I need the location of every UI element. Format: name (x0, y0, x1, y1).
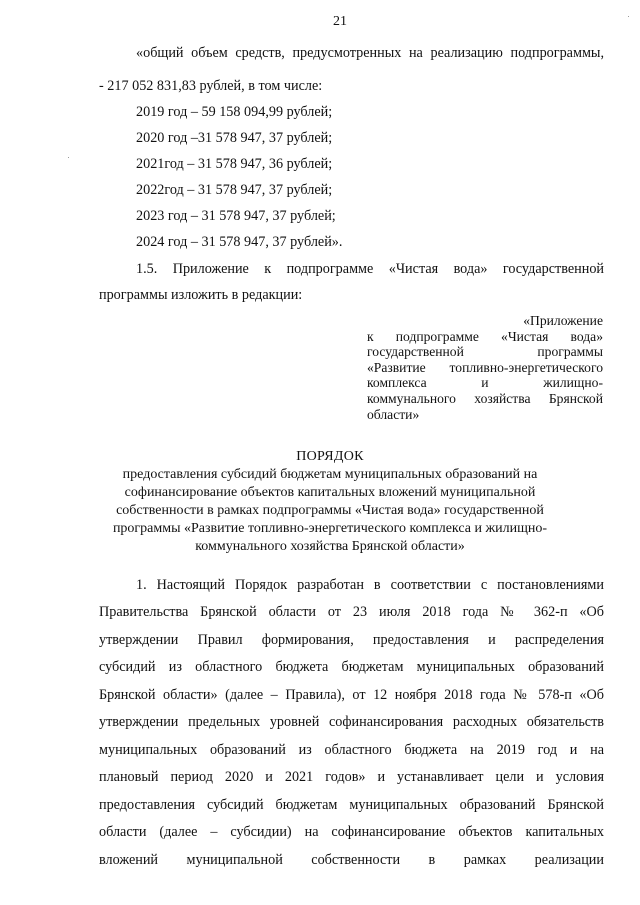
title-heading: ПОРЯДОК (296, 449, 364, 464)
paragraph-line: муниципальных образований из областного бюджета на 2019 год и на (99, 742, 604, 758)
appendix-caption-line: к подпрограмме «Чистая вода» (367, 328, 603, 344)
scan-speck (68, 157, 69, 158)
appendix-caption-line: коммунального хозяйства Брянской (367, 390, 603, 406)
item-1-5-line: 1.5. Приложение к подпрограмме «Чистая вода» государственной (136, 261, 604, 277)
funding-line: 2022год – 31 578 947, 37 рублей; (136, 182, 333, 198)
document-title (110, 448, 550, 556)
appendix-caption-line: области» (367, 406, 420, 422)
title-line: собственности в рамках подпрограммы «Чистая вода» государственной (116, 503, 544, 518)
funding-line: «общий объем средств, предусмотренных на реализацию подпрограммы, (136, 45, 604, 61)
paragraph-line: предоставления субсидий бюджетам муниципальных образований Брянской (99, 797, 604, 813)
scan-speck (628, 16, 629, 17)
funding-line: 2021год – 31 578 947, 36 рублей; (136, 156, 333, 172)
paragraph-line: утверждении Правил формирования, предоставления и распределения (99, 632, 604, 648)
paragraph-line: утверждении предельных уровней софинансирования расходных обязательств (99, 714, 604, 730)
funding-line: 2019 год – 59 158 094,99 рублей; (136, 104, 333, 120)
paragraph-line: плановый период 2020 и 2021 годов» и устанавливает цели и условия (99, 769, 604, 785)
appendix-caption-line: «Развитие топливно-энергетического (367, 359, 603, 375)
funding-line: - 217 052 831,83 рублей, в том числе: (99, 78, 323, 94)
paragraph-line: вложений муниципальной собственности в рамках реализации (99, 852, 604, 868)
title-line: софинансирование объектов капитальных вложений муниципальной (124, 485, 536, 500)
appendix-caption (367, 313, 603, 422)
item-1-5-line: программы изложить в редакции: (99, 287, 303, 303)
paragraph-line: области (далее – субсидии) на софинансирование объектов капитальных (99, 824, 604, 840)
paragraph-line: Брянской области» (далее – Правила), от 12 ноября 2018 года № 578-п «Об (99, 687, 604, 703)
funding-line: 2024 год – 31 578 947, 37 рублей». (136, 234, 343, 250)
title-line: коммунального хозяйства Брянской области» (195, 539, 465, 554)
appendix-caption-line: комплекса и жилищно- (367, 375, 603, 391)
paragraph-line: Правительства Брянской области от 23 июля 2018 года № 362-п «Об (99, 604, 604, 620)
appendix-caption-line: «Приложение (523, 313, 603, 328)
paragraph-line: 1. Настоящий Порядок разработан в соответствии с постановлениями (136, 577, 604, 593)
funding-line: 2020 год –31 578 947, 37 рублей; (136, 130, 333, 146)
appendix-caption-line: государственной программы (367, 344, 603, 360)
paragraph-line: субсидий из областного бюджета бюджетам муниципальных образований (99, 659, 604, 675)
title-line: предоставления субсидий бюджетам муниципальных образований на (122, 467, 538, 482)
funding-line: 2023 год – 31 578 947, 37 рублей; (136, 208, 336, 224)
title-line: программы «Развитие топливно-энергетического комплекса и жилищно- (112, 521, 548, 536)
page-number: 21 (333, 14, 347, 29)
